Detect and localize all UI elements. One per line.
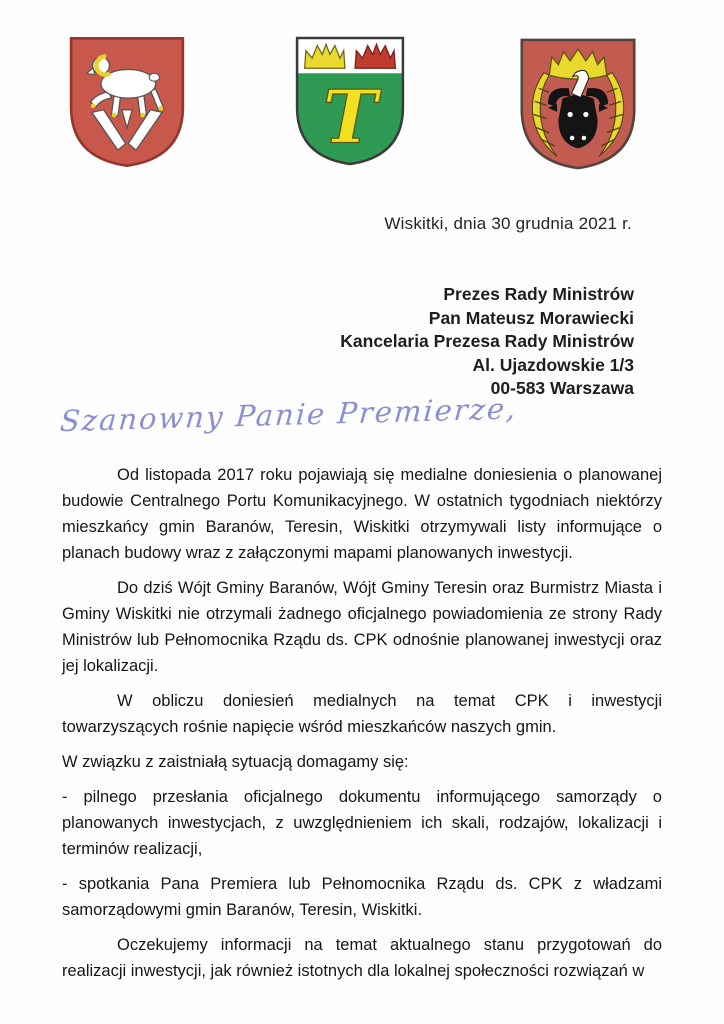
paragraph: Oczekujemy informacji na temat aktualnego stanu przygotowań do realizacji inwestycji, jak również istotnych dla lokalnej społeczności rozwiązań w (62, 936, 662, 980)
addressee-line: Pan Mateusz Morawiecki (428, 307, 634, 328)
paragraph: Do dziś Wójt Gminy Baranów, Wójt Gminy Teresin oraz Burmistrz Miasta i Gminy Wiskitki nie otrzymali żadnego oficjalnego powiadomienia ze strony Rady Ministrów lub Pełnomocnika Rządu ds. CPK odnośnie planowanej inwestycji oraz jej lokalizacji. (62, 579, 662, 675)
addressee-line: 00-583 Warszawa (490, 378, 634, 398)
handwritten-salutation: Szanowny Panie Premierze, (58, 391, 519, 439)
paragraph: W obliczu doniesień medialnych na temat CPK i inwestycji towarzyszących rośnie napięcie wśród mieszkańców naszych gmin. (62, 692, 662, 736)
baranow-ram-crest-icon (62, 34, 192, 170)
paragraph: W związku z zaistniałą sytuacją domagamy się: (62, 753, 409, 771)
wiskitki-bull-crest-icon (512, 36, 644, 172)
addressee-line: Al. Ujazdowskie 1/3 (472, 354, 634, 375)
demand-list-item: - spotkania Pana Premiera lub Pełnomocnika Rządu ds. CPK z władzami samorządowymi gmin Baranów, Teresin, Wiskitki. (62, 875, 662, 919)
teresin-letter-t-crest-icon (287, 30, 413, 172)
letter-body (62, 462, 662, 993)
addressee-block (340, 283, 634, 401)
addressee-line: Kancelaria Prezesa Rady Ministrów (340, 331, 634, 351)
addressee-line: Prezes Rady Ministrów (443, 284, 634, 304)
paragraph: Od listopada 2017 roku pojawiają się medialne doniesienia o planowanej budowie Centralnego Portu Komunikacyjnego. W ostatnich tygodniach niektórzy mieszkańcy gmin Baranów, Teresin, Wiskitki otrzymywali listy informujące o planach budowy wraz z załączonymi mapami planowanych inwestycji. (62, 466, 662, 562)
svg-text:T: T (322, 74, 378, 161)
letter-date: Wiskitki, dnia 30 grudnia 2021 r. (384, 214, 632, 233)
demand-list-item: - pilnego przesłania oficjalnego dokumentu informującego samorządy o planowanych inwestycjach, z uwzględnieniem ich skali, rodzajów, lokalizacji i terminów realizacji, (62, 788, 662, 858)
